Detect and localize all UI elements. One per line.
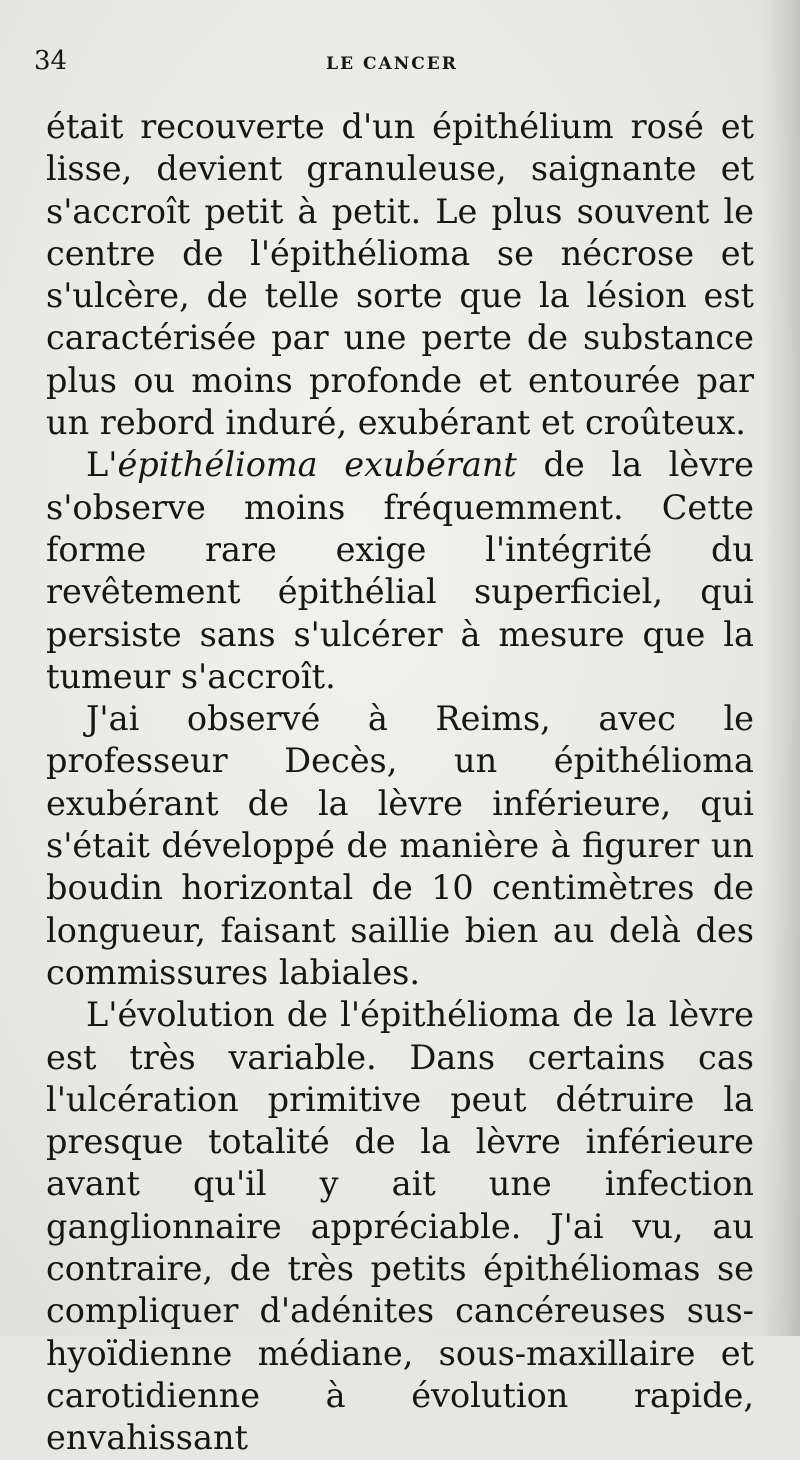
- page-header: [34, 40, 750, 84]
- body-text: [46, 106, 754, 1460]
- paragraph-2-italic-term: épithélioma exubérant: [117, 445, 517, 485]
- paragraph-2-lead: L': [86, 445, 118, 485]
- paragraph-3: J'ai observé à Reims, avec le professeur Decès, un épithélioma exubérant de la lèvre inférieure, qui s'était développé de manière à figurer un boudin horizontal de 10 centimètres de longueur, faisant saillie bien au delà des commissures labiales.: [46, 699, 754, 992]
- page-edge-shadow: [762, 0, 800, 1336]
- paragraph-2: [46, 444, 754, 698]
- paragraph-2-text: de la lèvre s'observe moins fréquemment. Cette forme rare exige l'intégrité du revêtement épithélial superficiel, qui persiste sans s'ulcérer à mesure que la tumeur s'accroît.: [46, 445, 754, 696]
- paragraph-4: L'évolution de l'épithélioma de la lèvre est très variable. Dans certains cas l'ulcération primitive peut détruire la presque totalité de la lèvre inférieure avant qu'il y ait une infection ganglionnaire appréciable. J'ai vu, au contraire, de très petits épithéliomas se compliquer d'adénites cancéreuses sus-hyoïdienne médiane, sous-maxillaire et carotidienne à évolution rapide, envahissant: [46, 995, 754, 1458]
- page-number: 34: [34, 46, 68, 76]
- paragraph-1: était recouverte d'un épithélium rosé et lisse, devient granuleuse, saignante et s'accroît petit à petit. Le plus souvent le centre de l'épithélioma se nécrose et s'ulcère, de telle sorte que la lésion est caractérisée par une perte de substance plus ou moins profonde et entourée par un rebord induré, exubérant et croûteux.: [46, 107, 754, 443]
- running-title: LE CANCER: [326, 54, 458, 74]
